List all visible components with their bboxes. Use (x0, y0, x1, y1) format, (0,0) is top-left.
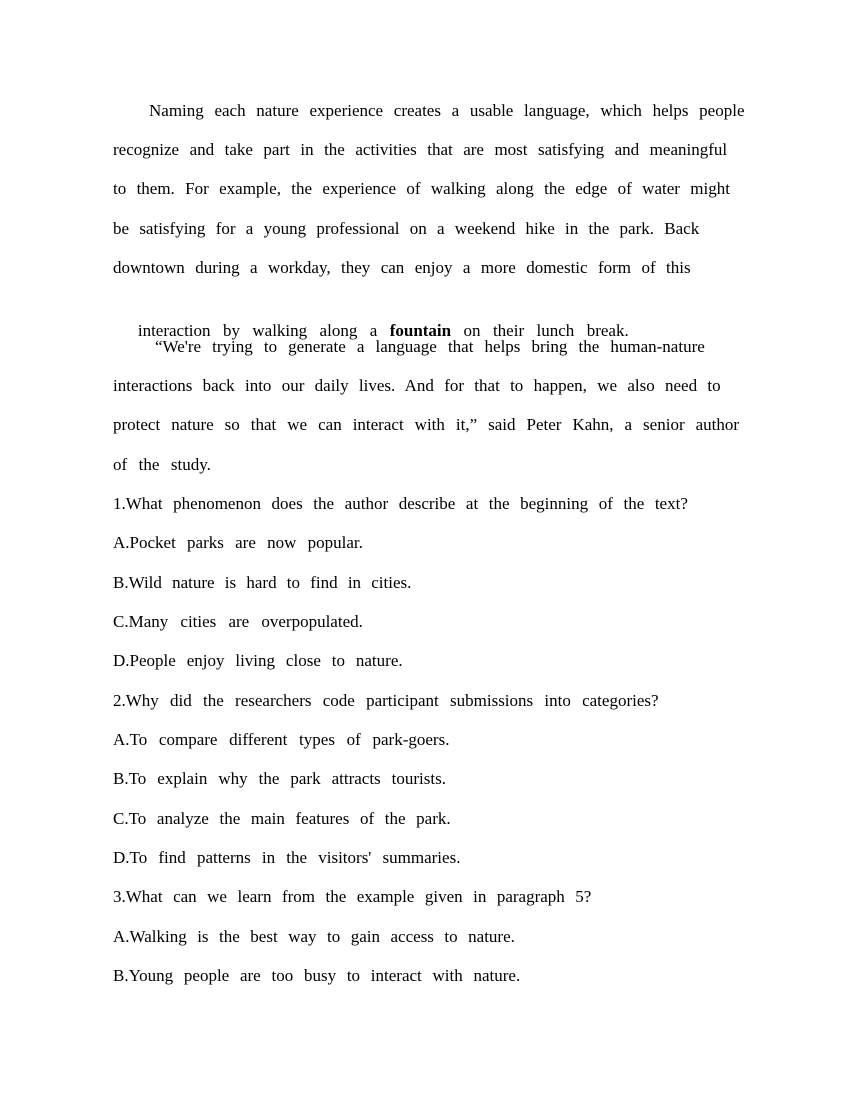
paragraph-2-line-1: “We're trying to generate a language that helps bring the human-nature (155, 337, 705, 356)
paragraph-2-line-4: of the study. (113, 455, 211, 474)
paragraph-1-line-1: Naming each nature experience creates a usable language, which helps people (149, 101, 745, 120)
paragraph-1-line-6 (113, 295, 633, 340)
question-2-option-a: A.To compare different types of park-goers. (113, 730, 450, 749)
question-2-option-c: C.To analyze the main features of the park. (113, 809, 451, 828)
line-text: on their lunch break. (451, 321, 629, 340)
question-3-option-b: B.Young people are too busy to interact with nature. (113, 966, 521, 985)
paragraph-1-line-2: recognize and take part in the activities that are most satisfying and meaningful (113, 140, 728, 159)
bold-word-fountain: fountain (389, 321, 452, 340)
paragraph-1-line-5: downtown during a workday, they can enjoy a more domestic form of this (113, 258, 691, 277)
question-3-option-a: A.Walking is the best way to gain access to nature. (113, 927, 515, 946)
question-2-stem: 2.Why did the researchers code participant submissions into categories? (113, 691, 659, 710)
question-1-option-d: D.People enjoy living close to nature. (113, 651, 403, 670)
question-3-stem: 3.What can we learn from the example given in paragraph 5? (113, 887, 592, 906)
question-1-option-b: B.Wild nature is hard to find in cities. (113, 573, 412, 592)
paragraph-1-line-3: to them. For example, the experience of walking along the edge of water might (113, 179, 730, 198)
paragraph-1-line-4: be satisfying for a young professional on a weekend hike in the park. Back (113, 219, 700, 238)
question-1-option-c: C.Many cities are overpopulated. (113, 612, 363, 631)
paragraph-2-line-3: protect nature so that we can interact with it,” said Peter Kahn, a senior author (113, 415, 740, 434)
question-1-option-a: A.Pocket parks are now popular. (113, 533, 363, 552)
question-1-stem: 1.What phenomenon does the author describe at the beginning of the text? (113, 494, 688, 513)
paragraph-2-line-2: interactions back into our daily lives. And for that to happen, we also need to (113, 376, 721, 395)
question-2-option-b: B.To explain why the park attracts tourists. (113, 769, 446, 788)
question-2-option-d: D.To find patterns in the visitors' summaries. (113, 848, 461, 867)
line-text: interaction by walking along a (137, 321, 390, 340)
